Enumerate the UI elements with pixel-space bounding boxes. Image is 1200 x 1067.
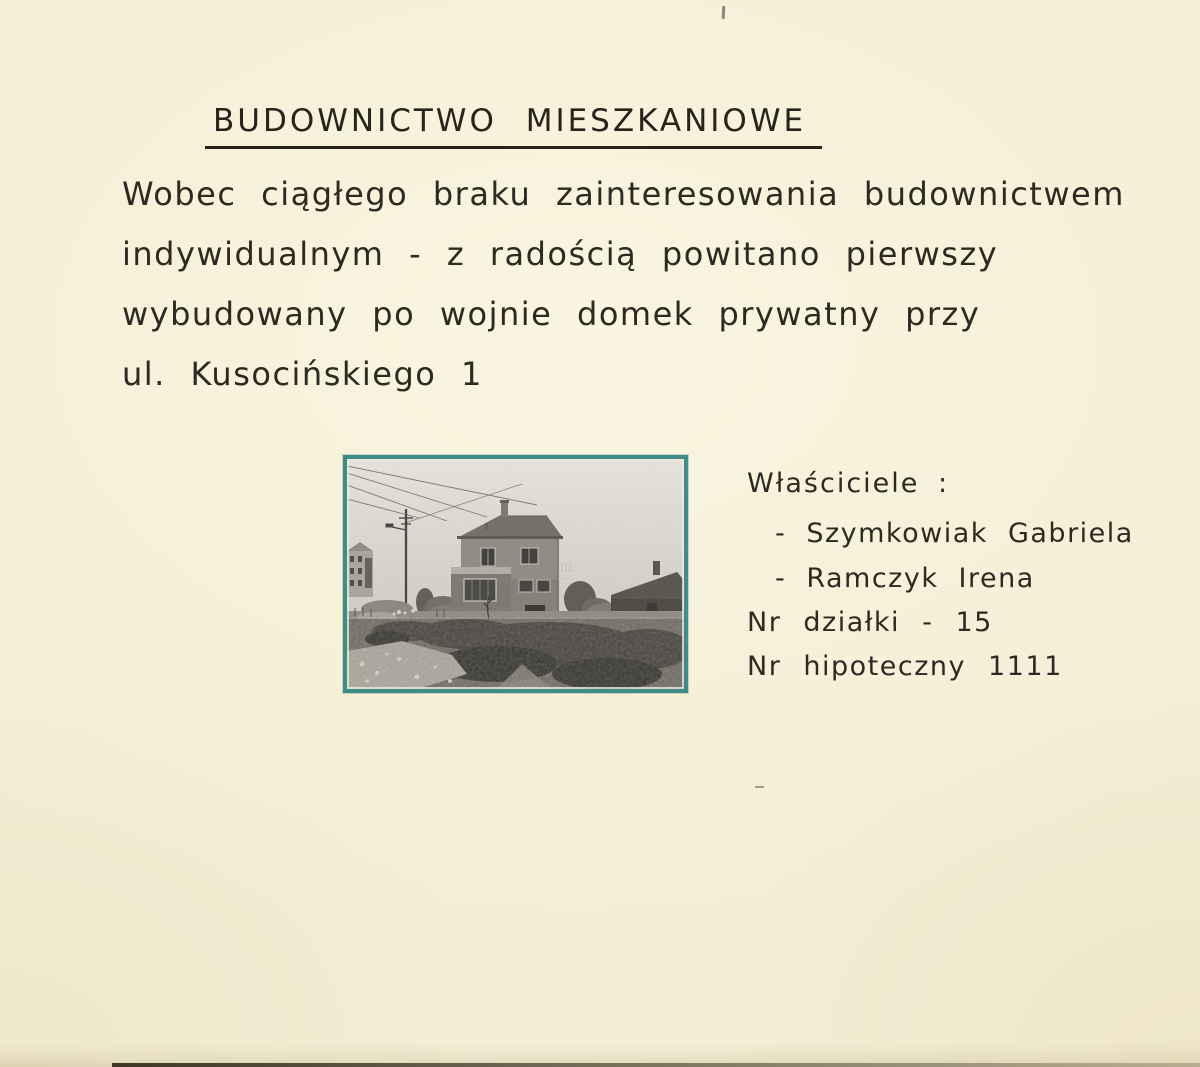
house-photo-illustration: [347, 459, 684, 689]
owners-heading: Właściciele :: [747, 468, 950, 499]
owner-name: - Szymkowiak Gabriela: [775, 518, 1134, 549]
plot-number-label: Nr działki - 15: [747, 607, 993, 638]
owners-block: [747, 464, 1134, 689]
scan-speck: [755, 786, 764, 788]
paragraph-line: Wobec ciągłego braku zainteresowania budownictwem: [122, 175, 1125, 213]
title-block: [205, 103, 822, 149]
owner-name: - Ramczyk Irena: [775, 563, 1035, 594]
description-paragraph: [122, 164, 1125, 404]
mortgage-number-label: Nr hipoteczny 1111: [747, 651, 1063, 682]
page-edge-line: [112, 1063, 1200, 1067]
page-title: BUDOWNICTWO MIESZKANIOWE: [205, 103, 822, 149]
paragraph-line: ul. Kusocińskiego 1: [122, 355, 483, 393]
paragraph-line: wybudowany po wojnie domek prywatny przy: [122, 295, 981, 333]
paragraph-line: indywidualnym - z radością powitano pierwszy: [122, 235, 999, 273]
house-photo: [343, 455, 688, 693]
scan-speck: [722, 6, 726, 19]
